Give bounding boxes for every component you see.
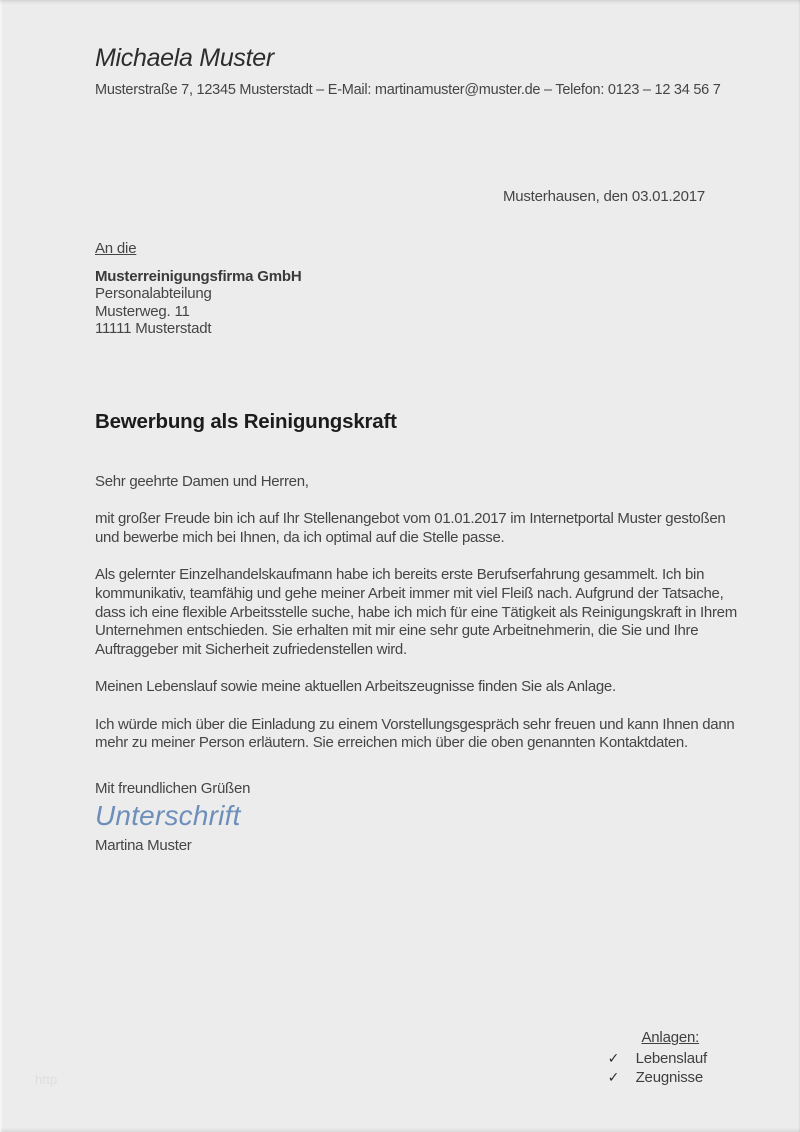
- recipient-salutation: An die: [95, 240, 137, 257]
- recipient-company: Musterreinigungsfirma GmbH: [95, 267, 302, 285]
- subject-line: Bewerbung als Reinigungskraft: [95, 410, 397, 433]
- sender-name: Michaela Muster: [95, 44, 274, 72]
- paragraph-intro: mit großer Freude bin ich auf Ihr Stellenangebot vom 01.01.2017 im Internetportal Muster gestoßen und bewerbe mich bei Ihnen, da ich optimal auf die Stelle passe.: [95, 510, 726, 546]
- checkmark-icon: ✓: [607, 1050, 620, 1066]
- sender-contact-line: Musterstraße 7, 12345 Musterstadt – E-Mail: martinamuster@muster.de – Telefon: 0123 – 12 34 56 7: [95, 82, 721, 98]
- enclosure-item-zeugnisse: [608, 1068, 707, 1087]
- recipient-city: 11111 Musterstadt: [95, 320, 212, 337]
- enclosure-label: Zeugnisse: [635, 1069, 704, 1086]
- letter-header: [95, 44, 721, 98]
- date-line: Musterhausen, den 03.01.2017: [502, 188, 705, 205]
- enclosure-label: Lebenslauf: [635, 1050, 707, 1067]
- enclosures-title: Anlagen:: [641, 1029, 700, 1046]
- signature-text: Unterschrift: [95, 800, 241, 831]
- enclosure-item-lebenslauf: [608, 1049, 707, 1068]
- paragraph-interview: Ich würde mich über die Einladung zu einem Vorstellungsgespräch sehr freuen und kann Ihnen dann mehr zu meiner Person erläutern. Sie erreichen mich über die oben genannten Kontaktdaten.: [95, 715, 735, 752]
- recipient-block: [95, 240, 302, 338]
- greeting: Sehr geehrte Damen und Herren,: [95, 473, 309, 490]
- recipient-street: Musterweg. 11: [95, 302, 190, 320]
- watermark-text: http: [35, 1072, 58, 1087]
- enclosures-block: [608, 1028, 707, 1087]
- closing-block: [95, 780, 250, 854]
- checkmark-icon: ✓: [607, 1069, 620, 1085]
- signer-name: Martina Muster: [95, 837, 192, 854]
- letter-body: [95, 473, 743, 772]
- closing-regards: Mit freundlichen Grüßen: [95, 780, 251, 797]
- recipient-department: Personalabteilung: [95, 285, 212, 302]
- paragraph-attachments: Meinen Lebenslauf sowie meine aktuellen Arbeitszeugnisse finden Sie als Anlage.: [95, 678, 616, 696]
- paragraph-qualifications: Als gelernter Einzelhandelskaufmann habe ich bereits erste Berufserfahrung gesammelt. Ich bin kommunikativ, teamfähig und gehe meiner Arbeit immer mit viel Fleiß nach. Aufgrund der Tatsache, dass ich eine flexible Arbeitsstelle suche, habe ich mich für eine Tätigkeit als Reinigungskraft in Ihrem Unternehmen entschieden. Sie erhalten mit mir eine sehr gute Arbeitnehmerin, die Sie und Ihre Auftraggeber mit Sicherheit zufriedenstellen wird.: [95, 566, 737, 658]
